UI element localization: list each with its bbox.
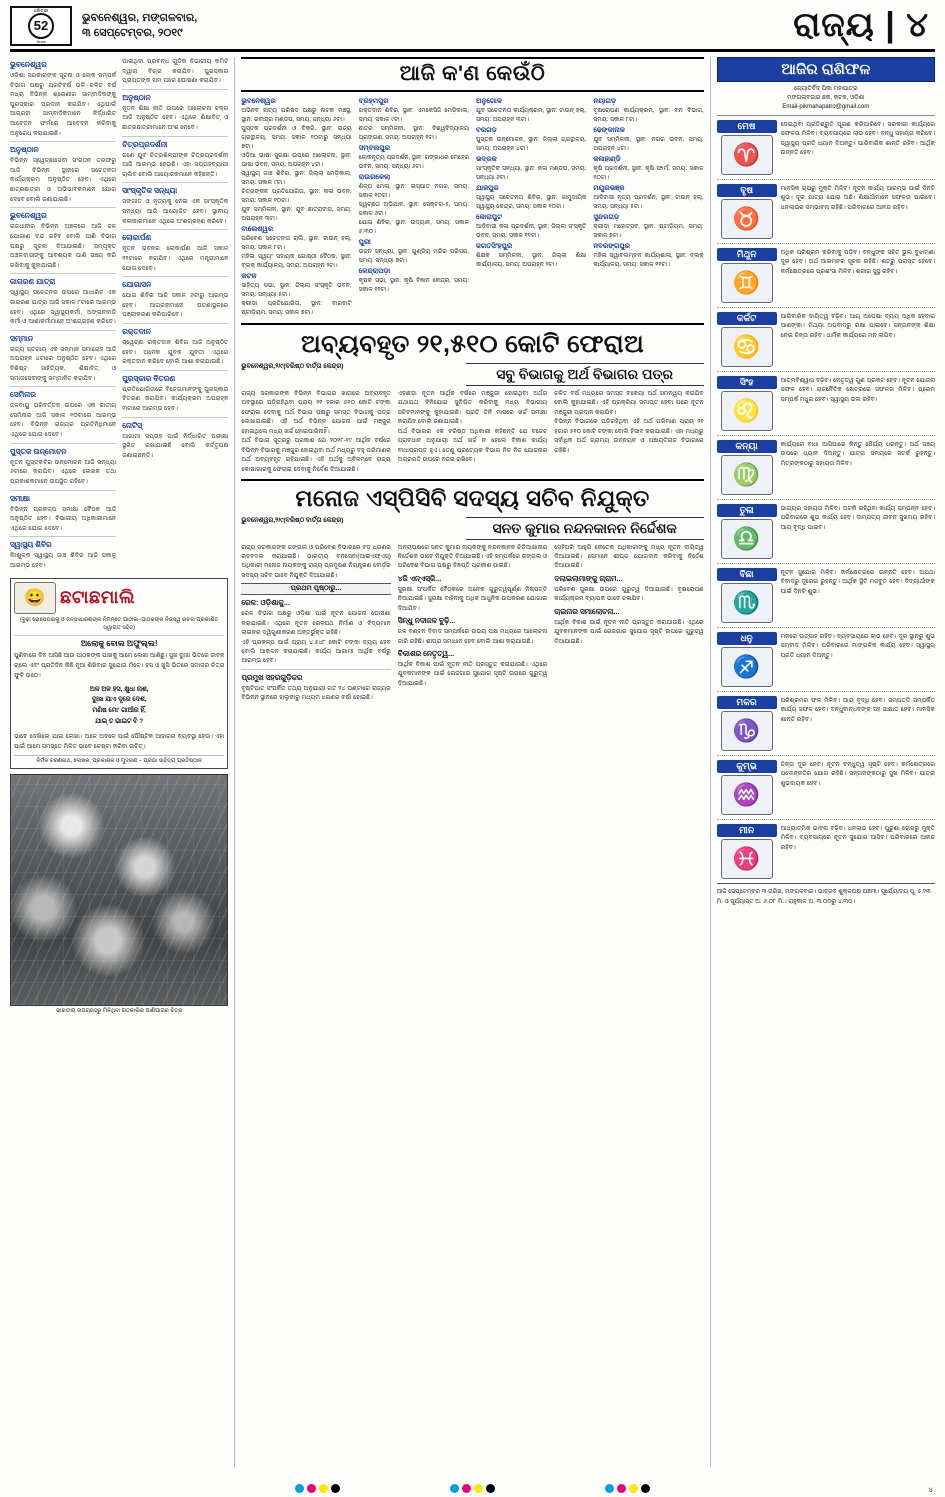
aries-icon: ♈ bbox=[721, 135, 773, 175]
brief-heading: ଚିତ୍ରପ୍ରଦର୍ଶନୀ bbox=[122, 139, 168, 149]
event-entry: ଚିତ୍ରାଙ୍କନ ପ୍ରତିଯୋଗିତା, ସ୍ଥାନ: କଳା ଭବନ, ସମୟ: ସକାଳ ୧୦ଟା। bbox=[241, 189, 352, 204]
brief-body: ନିଃଶୁଳ୍କ ସ୍ୱାସ୍ଥ୍ୟ ଜାଞ୍ଚ ଶିବିର ଆଜି ସକାଳୁ ଆରମ୍ଭ ହେବ। bbox=[10, 552, 117, 569]
yellow-dot bbox=[319, 1484, 328, 1493]
section-title bbox=[793, 6, 935, 45]
brief-heading: ରକ୍ତଦାନ bbox=[122, 326, 151, 336]
zodiac-prediction: ମାନସିକ ଚାପରୁ ମୁକ୍ତି ମିଳିବ। ନୂତନ କାର୍ଯ୍ୟ ଆରମ୍ଭ ପାଇଁ ଦିନଟି ଶୁଭ। ଦୂର ଯାତ୍ରା ଯୋଗ ଅଛି। ଶିକ୍ଷାର୍ଥୀମାନେ ସଫଳତା ପାଇବେ। ଧନଲାଭର ସମ୍ଭାବନା ରହିଛି। ପରିବାରରେ ଆନନ୍ଦ ରହିବ। bbox=[780, 185, 935, 211]
zodiac-prediction: ଭାଗ୍ୟର ସହାୟତା ମିଳିବ। ଅଟକି ରହିଥିବା କାର୍ଯ୍ୟ ସମ୍ପନ୍ନ ହେବ। ପରିବାରରେ ଶୁଭ କାର୍ଯ୍ୟ ହେବ। ଦାମ୍ପତ୍ୟ ଜୀବନ ସୁଖମୟ ରହିବ। ଆୟ ବୃଦ୍ଧି ପାଇବ। bbox=[780, 505, 935, 531]
horoscope-entry bbox=[717, 500, 935, 564]
brief-body: ପ୍ରତିଯୋଗିତାରେ ବିଜେତାମାନଙ୍କୁ ପୁରସ୍କାର ବିତରଣ କରାଯିବ। କାର୍ଯ୍ୟକ୍ରମ ଅପରାହ୍ନ ୩ଟାରେ ଆରମ୍ଭ ହେବ। bbox=[122, 385, 229, 413]
cartoon-title: ଛଟାଛମାଲି bbox=[60, 587, 136, 608]
event-city: ଢେଙ୍କାନାଳ bbox=[593, 127, 625, 134]
brief-body: ଆଗାମୀ ସପ୍ତାହ ପାଇଁ ନିର୍ଦ୍ଧାରିତ ପରୀକ୍ଷା ସ୍ଥଗିତ ରଖାଯାଇଛି ବୋଲି କର୍ତ୍ତୃପକ୍ଷ ଜଣାଇଛନ୍ତି। bbox=[122, 432, 229, 459]
brief-body: ଜଳବାୟୁ ପରିବର୍ତ୍ତନ ଉପରେ ଏକ ଜାତୀୟ ସେମିନାର ଆଜି ସକାଳ ୧୦ଟାରେ ଆରମ୍ଭ ହେବ। ବିଭିନ୍ନ ରାଜ୍ୟର ପ୍ରତିନିଧିମାନେ ଏଥିରେ ଯୋଗ ଦେବେ। bbox=[10, 402, 117, 439]
horoscope-entry bbox=[717, 308, 935, 372]
event-city: ଯାଜପୁର bbox=[476, 185, 499, 192]
brief-item bbox=[122, 327, 228, 367]
story-paragraph: ଆର୍ଥିକ ବିକାଶ ପାଇଁ ନୂତନ ନୀତି ପ୍ରସ୍ତୁତ କରାଯାଉଛି। ଏଥିରେ ଯୁବକମାନଙ୍କ ପାଇଁ ରୋଜଗାର ସୁଯୋଗ ସୃଷ୍ଟି ଉପରେ ଗୁରୁତ୍ୱ ଦିଆଯାଇଛି। bbox=[554, 618, 704, 645]
event-city: କେନ୍ଦ୍ରାପଡ଼ା bbox=[358, 268, 391, 275]
story-paragraph: ଅର୍ଥ ବିଭାଗ ସୂତ୍ରରୁ ପ୍ରକାଶ ଯେ ୨୦୧୮-୧୯ ଆର୍ଥିକ ବର୍ଷରେ ବିଭିନ୍ନ ବିଭାଗକୁ ମଞ୍ଜୁର ହୋଇଥିବା ଅର୍ଥ ମଧ୍ୟରୁ ବହୁ ପରିମାଣର ଅର୍ଥ ଅବ୍ୟବହୃତ ରହିଯାଇଛି। ଏହି ଅର୍ଥକୁ ଅବିଳମ୍ବେ ରାଜ୍ୟ କୋଷାଗାରକୁ ଫେରାଇ ଦେବାକୁ ନିର୍ଦ୍ଦେଶ ଦିଆଯାଇଛି। bbox=[241, 437, 391, 473]
story-paragraph: ସୁରକ୍ଷା ସଂପର୍କିତ ବୈଠକରେ ଅନେକ ଗୁରୁତ୍ୱପୂର୍ଣ୍ଣ ନିଷ୍ପତ୍ତି ନିଆଯାଇଛି। ସୁରକ୍ଷା ବାହିନୀକୁ ଅଧିକ ଆଧୁନିକ ଉପକରଣ ଯୋଗାଇ ଦିଆଯିବ। bbox=[397, 585, 548, 612]
horoscope-credits bbox=[717, 82, 935, 116]
zodiac-block bbox=[717, 568, 777, 623]
brief-heading: ପୁସ୍ତକ ଉନ୍ମୋଚନ bbox=[10, 446, 67, 456]
brief-heading: ସମ୍ମାନ bbox=[10, 333, 33, 343]
zodiac-name: ମିଥୁନ bbox=[717, 248, 777, 261]
center-column bbox=[241, 57, 703, 1467]
event-entry: ଯୁବ ସମ୍ମିଳନୀ, ସ୍ଥାନ: ନଗର ଭବନ, ସମୟ: ଅପରାହ୍ନ ୪ଟା। bbox=[593, 137, 704, 152]
brief-heading: ଭୁବନେଶ୍ୱର bbox=[10, 60, 47, 69]
event-entry: ସ୍ୱଚ୍ଛତା ଅଭିଯାନ, ସ୍ଥାନ: ସେକ୍ଟର-୫, ସମୟ: ସକାଳ ୬ଟା। bbox=[358, 202, 469, 217]
zodiac-name: ମେଷ bbox=[717, 120, 777, 133]
brief-item bbox=[10, 60, 116, 138]
divider bbox=[10, 443, 116, 444]
brief-item bbox=[10, 540, 116, 570]
story-col bbox=[554, 543, 703, 703]
zodiac-name: ସିଂହ bbox=[717, 376, 777, 389]
brief-item bbox=[122, 93, 228, 133]
event-listings-col-3 bbox=[476, 96, 586, 318]
black-dot bbox=[486, 1484, 495, 1493]
brief-item bbox=[10, 447, 116, 487]
event-entry: ପରିବେଶ ସଚେତନତା ରାଲି, ସ୍ଥାନ: ଟାଉନ୍ ହଲ୍, ସମୟ: ସକାଳ ୮ଟା। bbox=[241, 236, 352, 251]
color-dots-right bbox=[605, 1484, 650, 1493]
event-entry: ପୁସ୍ତକ ପ୍ରଦର୍ଶନୀ ଓ ବିକ୍ରି, ସ୍ଥାନ: ରାଜ୍ୟ ଗ୍ରନ୍ଥାଳୟ, ସମୟ: ସକାଳ ୧୦ଟାରୁ ସନ୍ଧ୍ୟା ୭ଟା। bbox=[241, 126, 352, 150]
event-city: ଅନୁଗୋଳ bbox=[476, 98, 502, 105]
horoscope-entry bbox=[717, 820, 935, 884]
event-entry: ଯୁବ ସଚେତନତା କାର୍ଯ୍ୟକ୍ରମ, ସ୍ଥାନ: ଟାଉନ୍ ହଲ୍, ସମୟ: ଅପରାହ୍ନ ୩ଟା। bbox=[476, 108, 587, 123]
jump-heading: ସିନ୍ଧୁ ନଦୀଜଳ ବୁଢ଼ି... bbox=[397, 616, 456, 626]
cyan-dot bbox=[450, 1484, 459, 1493]
jump-heading: ଦଲାଇଲାମାଙ୍କୁ ଗ୍ରାମ... bbox=[554, 573, 623, 583]
brief-body: ନୂତନ ଶିକ୍ଷା ନୀତି ଉପରେ ଆଲୋଚନା ଚକ୍ର ଆଜି ଅନୁଷ୍ଠିତ ହେବ। ଏଥିରେ ଶିକ୍ଷାବିତ୍ ଓ ଛାତ୍ରଛାତ୍ରୀମାନେ ଅଂଶ ନେବେ। bbox=[122, 104, 229, 132]
satellite-image-caption: ଭାରତୀୟ ଉପଗ୍ରହରୁ ମିଳିଥିବା ଗତକାଲିର ପାଣିପାଗର ଚିତ୍ର bbox=[55, 1007, 183, 1014]
event-city: ବ୍ରହ୍ମପୁର bbox=[358, 98, 389, 105]
story-paragraph: ଅନ୍ୟପକ୍ଷରେ ସନତ କୁମାର ନାୟକଙ୍କୁ ନନ୍ଦନକାନନ ଚିଡ଼ିଆଖାନାର ନିର୍ଦ୍ଦେଶକ ଭାବେ ନିଯୁକ୍ତି ଦିଆଯାଇଛି। ଏହି ସମ୍ପର୍କରେ ଜଙ୍ଗଲ ଓ ପରିବେଶ ବିଭାଗ ପକ୍ଷରୁ ବିଜ୍ଞପ୍ତି ପ୍ରକାଶ ପାଇଛି। bbox=[397, 543, 548, 570]
cartoon-submission-note: (ବୁଢ଼ା ରୋଷେଘରକୁ ଓ ଜନସାଧାରଣଙ୍କ ନିମନ୍ତେ ପାଠାଇ−ପାଠକଙ୍କ ନିଜସ୍ୱ ରଚନା ପ୍ରକାଶିତ ସ୍ୱାଗତ ସହିତ) bbox=[19, 616, 219, 631]
brief-item bbox=[10, 390, 116, 439]
story-subheadline: ସନତ କୁମାର ନନ୍ଦନକାନନ ନିର୍ଦ୍ଦେଶକ bbox=[466, 517, 704, 540]
story-paragraph: ଏହି ପ୍ରକଳ୍ପ ପାଇଁ ପ୍ରାୟ ୪,୫୪୮ କୋଟି ଟଙ୍କା ବ୍ୟୟ ହେବ ବୋଲି ଆକଳନ କରାଯାଇଛି। କାର୍ଯ୍ୟ ଆଗାମୀ ଆର୍ଥିକ ବର୍ଷରୁ ଆରମ୍ଭ ହେବ। bbox=[241, 638, 391, 665]
zodiac-prediction: ପରିଶ୍ରମର ଫଳ ମିଳିବ। ଆୟ ବୃଦ୍ଧି ହେବ। ସମ୍ପତ୍ତି ସମ୍ପର୍କିତ କାର୍ଯ୍ୟ ସଫଳ ହେବ। ବନ୍ଧୁବାନ୍ଧବଙ୍କ ସହ ସାକ୍ଷାତ ହେବ। ମାନସିକ ଶାନ୍ତି ରହିବ। bbox=[780, 697, 935, 723]
horoscope-title: ଆଜିର ରାଶିଫଳ bbox=[717, 57, 935, 82]
cartoon-poem bbox=[14, 685, 224, 729]
zodiac-name: କନ୍ୟା bbox=[717, 440, 777, 453]
horoscope-column bbox=[717, 57, 935, 1467]
event-entry: ସାଂସ୍କୃତିକ ସନ୍ଧ୍ୟା, ସ୍ଥାନ: କଳା ମଣ୍ଡପ, ସମୟ: ସନ୍ଧ୍ୟା ୬ଟା। bbox=[476, 166, 587, 181]
event-city: ବାଲେଶ୍ୱର bbox=[241, 226, 274, 233]
divider bbox=[122, 276, 228, 277]
scorpio-icon: ♏ bbox=[721, 583, 773, 623]
event-entry: ଆଦିବାସୀ ନୃତ୍ୟ ପ୍ରଦର୍ଶନ, ସ୍ଥାନ: ଟାଉନ୍ ହଲ୍, ସମୟ: ସନ୍ଧ୍ୟା ୫ଟା। bbox=[593, 195, 704, 210]
zodiac-prediction: ପାରିବାରିକ ଦାୟିତ୍ୱ ବଢ଼ିବ। ଆୟ ଅପେକ୍ଷା ବ୍ୟୟ ଅଧିକ ହେବାର ଆଶଙ୍କା। ମିଥ୍ୟା ଅପବାଦରୁ ରକ୍ଷା ପାଇବେ। ସନ୍ତାନଙ୍କ ଶିକ୍ଷା ନେଇ ଚିନ୍ତା ରହିବ। ଧାର୍ମିକ କାର୍ଯ୍ୟରେ ମନ ଲାଗିବ। bbox=[780, 313, 935, 339]
story-col bbox=[554, 389, 703, 474]
zodiac-name: ତୁଳା bbox=[717, 504, 777, 517]
column-divider bbox=[234, 57, 235, 1467]
black-dot bbox=[641, 1484, 650, 1493]
magenta-dot bbox=[462, 1484, 471, 1493]
divider bbox=[122, 323, 228, 324]
brief-body: ପାଇଥିବା ପ୍ରବନ୍ଧ ଗୁଡ଼ିକ ବିଭାଗୀୟ କମିଟି ଦ୍ୱାରା ବିଚାର କରାଯିବ। ପୁରସ୍କାର ପ୍ରାପ୍ତଙ୍କ ନାମ ପରେ ଘୋଷଣା କରାଯିବ। bbox=[122, 58, 229, 85]
event-city: ନବରଙ୍ଗପୁର bbox=[593, 243, 630, 250]
story-2-top bbox=[241, 513, 703, 543]
horoscope-entry bbox=[717, 372, 935, 436]
brief-body: ନୂତନ ଭବନର ଲୋକାର୍ପଣ ଆଜି ସକାଳ ୧୧ଟାରେ କରାଯିବ। ଏଥିରେ ମନ୍ତ୍ରୀମାନେ ଯୋଗ ଦେବେ। bbox=[122, 245, 229, 272]
left-column bbox=[10, 57, 228, 1467]
brief-heading: ପୁରସ୍କାର ବିତରଣ bbox=[122, 373, 176, 383]
gemini-icon: ♊ bbox=[721, 263, 773, 303]
poem-line: ମଣିଷ ମୋ' ଗାଆଁର ହିଁ, bbox=[92, 707, 146, 715]
story-paragraph: ରାଜ୍ୟ ସରକାରଙ୍କ ବିଭିନ୍ନ ବିଭାଗର ଖାତାରେ ଅବ୍ୟବହୃତ ଅବସ୍ଥାରେ ପଡ଼ିରହିଥିବା ପ୍ରାୟ ୨୧ ହଜାର ୫୧୦ କୋଟି ଟଙ୍କା ଫେରାଇ ଦେବାକୁ ଅର୍ଥ ବିଭାଗ ପକ୍ଷରୁ ସମସ୍ତ ବିଭାଗକୁ ପତ୍ର ଲେଖାଯାଇଛି। ଏହି ଅର୍ଥ ବିଭିନ୍ନ ଯୋଜନା ପାଇଁ ମଞ୍ଜୁର ହୋଇଥିଲେ ମଧ୍ୟ ଖର୍ଚ୍ଚ ହୋଇପାରିନାହିଁ। bbox=[241, 390, 391, 435]
cyan-dot bbox=[295, 1484, 304, 1493]
print-registration-bar bbox=[0, 1484, 945, 1493]
divider bbox=[10, 273, 116, 274]
left-briefs-col-1 bbox=[10, 57, 116, 573]
brief-body: ନୂତନ ପୁସ୍ତକଟିର ଉନ୍ମୋଚନ ଆଜି ସନ୍ଧ୍ୟା ୬ଟାରେ କରାଯିବ। ଏଥିରେ ଲେଖକ ତଥା ପ୍ରକାଶକମାନେ ଉପସ୍ଥିତ ରହିବେ। bbox=[10, 458, 117, 485]
zodiac-prediction: ଆତ୍ମବିଶ୍ୱାସ ବଢ଼ିବ। ନେତୃତ୍ୱ ଗୁଣ ପ୍ରକଟ ହେବ। ନୂତନ ଯୋଜନା ସଫଳ ହେବ। ରାଜନୈତିକ କ୍ଷେତ୍ରରେ ସଫଳତା ମିଳିବ। ପ୍ରେମ ସମ୍ପର୍କ ମଧୁର ହେବ। ସ୍ୱାସ୍ଥ୍ୟ ଭଲ ରହିବ। bbox=[780, 377, 935, 403]
event-city: କୋରାପୁଟ bbox=[476, 214, 502, 221]
cartoon-credit: ନିର୍ମଳ ଚରଣନାଥ, ଲେଖକ, ପ୍ରକାଶକ ଓ ମୁଦ୍ରଣ − ପ୍ରଭା ସାହିତ୍ୟ ପ୍ରତିଷ୍ଠାନ bbox=[14, 755, 224, 765]
brief-heading: ସ୍ୱାସ୍ଥ୍ୟ ଶିବିର bbox=[10, 540, 52, 550]
brief-body: ଜଣେ ଯୁବ ଚିତ୍ରଶିଳ୍ପୀଙ୍କ ଚିତ୍ରପ୍ରଦର୍ଶନୀ ଆଜି ଆରମ୍ଭ ହେଉଛି। ଏହା ସପ୍ତାହବ୍ୟାପୀ ଚାଲିବ ବୋଲି ଆୟୋଜକମାନେ କହିଛନ୍ତି। bbox=[122, 151, 229, 178]
story-col bbox=[241, 389, 390, 474]
story-headline: ଅବ୍ୟବହୃତ ୨୧,୫୧୦ କୋଟି ଫେରାଅ bbox=[301, 330, 644, 358]
event-city: କଳାହାଣ୍ଡି bbox=[593, 156, 621, 163]
logo-years-label: Years bbox=[35, 38, 47, 44]
event-entry: ଭଜନ ସନ୍ଧ୍ୟା, ସ୍ଥାନ: ଗୁଣ୍ଡିଚା ମନ୍ଦିର ପରିସର, ସମୟ: ସନ୍ଧ୍ୟା ୭ଟା। bbox=[358, 249, 469, 264]
story-paragraph: ସେହିପରି ଆହୁରି କେତେକ ଅଧିକାରୀଙ୍କୁ ମଧ୍ୟ ନୂତନ ଦାୟିତ୍ୱ ଦିଆଯାଇଛି। ସେମାନେ ଶୀଘ୍ର ଯୋଗଦାନ କରିବାକୁ ନିର୍ଦ୍ଦେଶ ଦିଆଯାଇଛି। bbox=[554, 543, 704, 570]
story-paragraph: ରେଳ ବିଭାଗ ପକ୍ଷରୁ ଓଡ଼ିଶା ପାଇଁ ନୂତନ ଯୋଜନା ଘୋଷଣା କରାଯାଇଛି। ଏଥିରେ ନୂତନ ରେଳପଥ ନିର୍ମାଣ ଓ ବିଦ୍ୟମାନ ଲାଇନର ଦ୍ୱିଗୁଣୀକରଣ ଅନ୍ତର୍ଭୁକ୍ତ ରହିଛି। bbox=[241, 610, 391, 637]
story-1-body bbox=[241, 389, 703, 474]
divider bbox=[14, 635, 224, 636]
event-entry: ଓଡ଼ିଆ ଭାଷା ସୁରକ୍ଷା ଉପରେ ଆଲୋଚନା, ସ୍ଥାନ: ଭାଷା ଭବନ, ସମୟ: ଅପରାହ୍ନ ୪ଟା। bbox=[241, 153, 352, 168]
brief-item bbox=[122, 421, 228, 461]
pisces-icon: ♓ bbox=[721, 839, 773, 879]
cartoon-header bbox=[14, 582, 224, 614]
logo-label: ଧରିତ୍ରୀ bbox=[33, 7, 49, 13]
event-listings-col-1 bbox=[241, 96, 351, 318]
event-listings-col-4 bbox=[593, 96, 703, 318]
story-paragraph: ଏହାଛଡ଼ା ନୂତନ ଆର୍ଥିକ ବର୍ଷରେ ମଞ୍ଜୁରୀ ହୋଇଥିବା ଅର୍ଥର ଯଥାଯଥ ବିନିଯୋଗ ସୁନିଶ୍ଚିତ କରିବାକୁ ମଧ୍ୟ ବିଭାଗୀୟ ସଚିବମାନଙ୍କୁ କୁହାଯାଇଛି। ପ୍ରତି ତିନି ମାସରେ ଖର୍ଚ୍ଚ ସମୀକ୍ଷା କରାଯିବ ବୋଲି ଜଣାଯାଇଛି। bbox=[397, 390, 548, 426]
event-entry: ପୁସ୍ତକ ଉନ୍ମୋଚନ, ସ୍ଥାନ: ଜିଲ୍ଲା ଗ୍ରନ୍ଥାଳୟ, ସମୟ: ଅପରାହ୍ନ ୪ଟା। bbox=[476, 137, 587, 152]
zodiac-block bbox=[717, 696, 777, 751]
event-entry: ସାହିତ୍ୟ ସଭା, ସ୍ଥାନ: ଜିଲ୍ଲା ସଂସ୍କୃତି ଭବନ, ସମୟ: ସନ୍ଧ୍ୟା ୫ଟା। bbox=[241, 283, 352, 298]
event-city: ବରଗଡ଼ bbox=[476, 127, 497, 134]
event-city: କଟକ bbox=[241, 273, 257, 280]
zodiac-name: ବିଛା bbox=[717, 568, 777, 581]
zodiac-prediction: କାର୍ଯ୍ୟରେ ବାଧା ଆସିପାରେ କିନ୍ତୁ ଧୈର୍ଯ୍ୟ ଧରନ୍ତୁ। ଅର୍ଥ ସଞ୍ଚୟ ଉପରେ ଧ୍ୟାନ ଦିଅନ୍ତୁ। ଯାତ୍ରା ସମୟରେ ସତର୍କ ରୁହନ୍ତୁ। ମିତ୍ରଙ୍କଠାରୁ ସହାୟତା ମିଳିବ। bbox=[780, 441, 935, 467]
brief-heading: ଅନୁଷ୍ଠାନ bbox=[10, 145, 39, 155]
event-entry: କୃଷକ ସଭା, ସ୍ଥାନ: କୃଷି ବିଜ୍ଞାନ କେନ୍ଦ୍ର, ସମୟ: ସକାଳ ୧୧ଟା। bbox=[358, 278, 469, 293]
astrologer-name: ଜ୍ୟୋତିର୍ବିଦ୍‌ ପିକା ମହାପାତ୍ର bbox=[793, 86, 858, 92]
taurus-icon: ♉ bbox=[721, 199, 773, 239]
brief-item bbox=[10, 211, 116, 270]
astrologer-address: ମଙ୍ଗଳାବଜାର ଛକ, କଟକ, ଓଡ଼ିଶା bbox=[787, 95, 865, 101]
zodiac-block bbox=[717, 312, 777, 367]
event-city: ଜଗତସିଂହପୁର bbox=[476, 243, 513, 250]
edition-date: ୩ ସେପ୍ଟେମ୍ବର, ୨୦୧୯ bbox=[82, 26, 183, 39]
weather-heading: ପ୍ରମୁଖ ସହରଗୁଡ଼ିକର bbox=[241, 672, 303, 682]
story-col bbox=[398, 543, 547, 703]
aquarius-icon: ♒ bbox=[721, 775, 773, 815]
event-entry: ମହିଳା ସ୍ୱୟଂ ସହାୟକ ଗୋଷ୍ଠୀ ବୈଠକ, ସ୍ଥାନ: ବ୍ଲକ୍ କାର୍ଯ୍ୟାଳୟ, ସମୟ: ଅପରାହ୍ନ ୨ଟା। bbox=[241, 254, 352, 269]
event-entry: କ୍ରୀଡ଼ା ମହୋତ୍ସବ, ସ୍ଥାନ: ଷ୍ଟାଡ଼ିୟମ, ସମୟ: ସକାଳ ୭ଟା। bbox=[593, 224, 704, 239]
zodiac-prediction: ଅଧିକ ପରିଶ୍ରମ କରିବାକୁ ପଡ଼ିବ। ବନ୍ଧୁଙ୍କ ସହିତ ଭୁଲ ବୁଝାମଣା ଦୂର ହେବ। ଅର୍ଥ ଆଗମନର ସୂଚନା ରହିଛି। ଶତ୍ରୁ ପରାସ୍ତ ହେବେ। କର୍ମକ୍ଷେତ୍ରରେ ପ୍ରଶଂସା ମିଳିବ। ଶରୀର ସୁସ୍ଥ ରହିବ। bbox=[780, 249, 935, 275]
cyan-dot bbox=[605, 1484, 614, 1493]
magenta-dot bbox=[307, 1484, 316, 1493]
horoscope-entry bbox=[717, 116, 935, 180]
zodiac-prediction: ଚିନ୍ତା ଦୂର ହେବ। ନୂତନ ବନ୍ଧୁତ୍ୱ ସୃଷ୍ଟି ହେବ। କର୍ମକ୍ଷେତ୍ରରେ ପଦୋନ୍ନତିର ଯୋଗ ରହିଛି। ସନ୍ତାନଙ୍କଠାରୁ ସୁଖ ମିଳିବ। ଯାତ୍ରା ଶୁଭଦାୟକ ହେବ। bbox=[780, 761, 935, 787]
zodiac-name: ଧନୁ bbox=[717, 632, 777, 645]
satellite-image-block bbox=[10, 774, 228, 1015]
cartoon-subtitle: ଅଲୋକୁ ବୋଲ ଅଫୁଲ୍ଲ! bbox=[80, 639, 158, 649]
jump-heading: ରେଳ: ଓଡ଼ିଶାକୁ... bbox=[241, 598, 290, 608]
zodiac-prediction: ମନରେ ଉତ୍ସାହ ରହିବ। ବ୍ୟବସାୟରେ ଲାଭ ହେବ। ଦୂର ସ୍ଥାନରୁ ଶୁଭ ସମ୍ବାଦ ମିଳିବ। ପରିବାରରେ ମାଙ୍ଗଳିକ କାର୍ଯ୍ୟ ହେବ। ସ୍ୱାସ୍ଥ୍ୟ ପ୍ରତି ଧ୍ୟାନ ଦିଅନ୍ତୁ। bbox=[780, 633, 935, 659]
jump-heading: ୪ଜି ଏନ୍‌ଏସ୍‌ଜି... bbox=[397, 573, 442, 583]
divider bbox=[10, 141, 116, 142]
horoscope-entry bbox=[717, 180, 935, 244]
libra-icon: ♎ bbox=[721, 519, 773, 559]
lead-story-2 bbox=[241, 479, 703, 703]
story-paragraph: ଚଳିତ ବର୍ଷ ମଧ୍ୟରେ ସମସ୍ତ ବକେୟା ଅର୍ଥ ସମନ୍ୱୟ କରାଯିବ ବୋଲି କୁହାଯାଇଛି। ଏହି ପ୍ରକ୍ରିୟା ସମାପ୍ତ ହେବା ପରେ ନୂତନ ମଞ୍ଜୁରୀ ପ୍ରଦାନ କରାଯିବ। bbox=[554, 390, 704, 416]
event-city: ରାଉରକେଲା bbox=[358, 174, 391, 181]
zodiac-block bbox=[717, 184, 777, 239]
brief-heading: ଲୋକାର୍ପଣ bbox=[122, 233, 152, 243]
divider bbox=[10, 386, 116, 387]
story-paragraph: ପରିବେଶ ସୁରକ୍ଷା ଉପରେ ଗୁରୁତ୍ୱ ଦିଆଯାଇଛି। ବୃକ୍ଷରୋପଣ କାର୍ଯ୍ୟକ୍ରମ ବ୍ୟାପକ ଭାବେ ଚଳାଯିବ। bbox=[554, 585, 704, 603]
event-listings-col-2 bbox=[359, 96, 469, 318]
story-col bbox=[241, 543, 390, 703]
event-entry: ସ୍ୱାସ୍ଥ୍ୟ ଜାଞ୍ଚ ଶିବିର, ସ୍ଥାନ: ଜିଲ୍ଲା ମେଡ଼ିକାଲ, ସମୟ: ସକାଳ ୯ଟା। bbox=[241, 171, 352, 186]
story-col bbox=[398, 389, 547, 474]
story-2-body bbox=[241, 543, 703, 703]
horoscope-entry bbox=[717, 564, 935, 628]
color-dots-center bbox=[450, 1484, 495, 1493]
divider bbox=[122, 229, 228, 230]
brief-body: ରାଜ୍ୟ ସ୍ତରୀୟ ଏକ ସମ୍ମାନ ସମାରୋହ ଆଜି ଅପରାହ୍ନ ୪ଟାରେ ଅନୁଷ୍ଠିତ ହେବ। ଏଥିରେ ବିଶିଷ୍ଟ ସାହିତ୍ୟିକ, ଶିକ୍ଷାବିତ୍ ଓ ସମାଜସେବୀଙ୍କୁ ସମ୍ମାନିତ କରାଯିବ। bbox=[10, 345, 117, 382]
weather-body: ବୃଷ୍ଟିପାତ ସଂପର୍କିତ ତଥ୍ୟ ଅନୁଯାୟୀ ଗତ ୨୪ ଘଣ୍ଟାରେ ରାଜ୍ୟର ବିଭିନ୍ନ ସ୍ଥାନରେ ହାଲୁକାରୁ ମଧ୍ୟମ ଧରଣର ବର୍ଷା ହୋଇଛି। bbox=[241, 684, 391, 702]
brief-body: ବିଭିନ୍ନ ସ୍ୱେଚ୍ଛାସେବୀ ସଂଗଠନ ତରଫରୁ ଆଜି ବିଭିନ୍ନ ସ୍ଥାନରେ ସଚେତନତା କାର୍ଯ୍ୟକ୍ରମ ଅନୁଷ୍ଠିତ ହେବ। ଏଥିରେ ଛାତ୍ରଛାତ୍ରୀ ଓ ଅଭିଭାବକମାନେ ଯୋଗ ଦେବେ ବୋଲି ଜଣାଯାଇଛି। bbox=[10, 157, 117, 203]
divider bbox=[122, 182, 228, 183]
brief-heading: ନୋଟିସ୍ bbox=[122, 420, 143, 430]
zodiac-block bbox=[717, 504, 777, 559]
brief-heading: ଯୋଗାସନ bbox=[122, 280, 152, 290]
story-subheadline: ସବୁ ବିଭାଗକୁ ଅର୍ଥ ବିଭାଗର ପତ୍ର bbox=[466, 363, 704, 386]
jump-heading: ବିକାଶର ନେତୃତ୍ୱ... bbox=[397, 649, 455, 659]
event-entry: ରକ୍ତଦାନ ଶିବିର, ସ୍ଥାନ: ଏମକେସିଜି ମେଡ଼ିକାଲ, ସମୟ: ସକାଳ ୯ଟା। bbox=[358, 108, 469, 123]
left-briefs-col-2 bbox=[122, 57, 228, 573]
event-entry: ଆଦିବାସୀ କଳା ପ୍ରଦର୍ଶନୀ, ସ୍ଥାନ: ଜିଲ୍ଲା ସଂସ୍କୃତି ଭବନ, ସମୟ: ସକାଳ ୧୧ଟା। bbox=[476, 224, 587, 239]
zodiac-block bbox=[717, 248, 777, 303]
zodiac-block bbox=[717, 760, 777, 815]
divider bbox=[122, 89, 228, 90]
event-city: ନୟାଗଡ଼ bbox=[593, 98, 617, 105]
story-byline: ଭୁବନେଶ୍ୱର,୨/୯(ବରିଷ୍ଠ ବାର୍ତ୍ତା କେନ୍ଦ୍ର) bbox=[241, 363, 344, 370]
cancer-icon: ♋ bbox=[721, 327, 773, 367]
brief-item bbox=[122, 233, 228, 273]
brief-heading: ସେମିନାର bbox=[10, 390, 36, 400]
brief-item bbox=[122, 186, 228, 226]
brief-body: ସ୍ୱେଚ୍ଛା ରକ୍ତଦାନ ଶିବିର ଆଜି ଅନୁଷ୍ଠିତ ହେବ। ଅନେକ ଯୁବକ ଯୁବତୀ ଏଥିରେ ରକ୍ତଦାନ କରିବେ ବୋଲି ଆଶା କରାଯାଉଛି। bbox=[122, 338, 229, 366]
section-separator: | bbox=[885, 6, 896, 44]
zodiac-block bbox=[717, 632, 777, 687]
capricorn-icon: ♑ bbox=[721, 711, 773, 751]
zodiac-name: କୁମ୍ଭ bbox=[717, 760, 777, 773]
edition-info bbox=[82, 11, 197, 41]
brief-body: ସଙ୍ଗୀତ ଓ ନୃତ୍ୟକୁ ନେଇ ଏକ ସାଂସ୍କୃତିକ ସନ୍ଧ୍ୟା ଆଜି ଆୟୋଜିତ ହେବ। ସ୍ଥାନୀୟ କଳାକାରମାନେ ଏଥିରେ ଅଂଶଗ୍ରହଣ କରିବେ। bbox=[122, 198, 229, 225]
yellow-dot bbox=[474, 1484, 483, 1493]
black-dot bbox=[331, 1484, 340, 1493]
brief-body: ଯୋଗ ଶିବିର ଆଜି ସକାଳ ୬ଟାରୁ ଆରମ୍ଭ ହେବ। ଆଗ୍ରହୀମାନେ ଘଟଣାସ୍ଥଳରେ ପଞ୍ଜୀକରଣ କରିପାରିବେ। bbox=[122, 292, 229, 319]
event-entry: ଶିକ୍ଷକ ସମ୍ମିଳନୀ, ସ୍ଥାନ: ଜିଲ୍ଲା ଶିକ୍ଷା କାର୍ଯ୍ୟାଳୟ, ସମୟ: ଅପରାହ୍ନ ୨ଟା। bbox=[476, 253, 587, 268]
edition-place: ଭୁବନେଶ୍ୱର, ମଙ୍ଗଳବାର, bbox=[82, 11, 198, 24]
horoscope-entry bbox=[717, 756, 935, 820]
brief-heading: ଅନୁଷ୍ଠାନ bbox=[122, 92, 151, 102]
brief-heading: ଭୁବନେଶ୍ୱର bbox=[10, 211, 47, 221]
horoscope-entry bbox=[717, 628, 935, 692]
story-1-top bbox=[241, 359, 703, 389]
masthead bbox=[10, 6, 935, 52]
poem-line: ଯାଇ୍ ତ ଭାଇଟ ବି ? bbox=[95, 718, 144, 726]
logo-anniversary-number: 52 bbox=[28, 13, 54, 39]
newspaper-logo bbox=[10, 6, 72, 46]
brief-body: ଓଡ଼ିଶା ସରକାରଙ୍କ ସୂଚନା ଓ ଲୋକ ସମ୍ପର୍କ ବିଭାଗ ପକ୍ଷରୁ ପ୍ରତିବର୍ଷ ଭଳି ଚଳିତ ବର୍ଷ ମଧ୍ୟ ବିଭିନ୍ନ ଶ୍ରେଣୀର ସାମ୍ବାଦିକଙ୍କୁ ପୁରସ୍କାର ପ୍ରଦାନ କରାଯିବ। ଏଥିପାଇଁ ଆଗ୍ରହୀ ସାମ୍ବାଦିକମାନେ ନିର୍ଦ୍ଧାରିତ ଆବେଦନ ଫର୍ମରେ ଆବେଦନ କରିବାକୁ ଅନୁରୋଧ କରାଯାଇଛି। bbox=[10, 72, 117, 137]
leo-icon: ♌ bbox=[721, 391, 773, 431]
zodiac-block bbox=[717, 376, 777, 431]
color-dots-left bbox=[295, 1484, 340, 1493]
zodiac-block bbox=[717, 440, 777, 495]
divider bbox=[10, 330, 116, 331]
zodiac-prediction: ନୂତନ ସୁଯୋଗ ମିଳିବ। କର୍ମକ୍ଷେତ୍ରରେ ଉନ୍ନତି ହେବ। ଅଯଥା ବିବାଦରୁ ଦୂରେଇ ରୁହନ୍ତୁ। ଆର୍ଥିକ ସ୍ଥିତି ମଜବୁତ ହେବ। ବିଦ୍ୟାର୍ଥୀଙ୍କ ପାଇଁ ଦିନଟି ଶୁଭ। bbox=[780, 569, 935, 595]
sagittarius-icon: ♐ bbox=[721, 647, 773, 687]
column-divider bbox=[710, 57, 711, 1467]
section-name: ରାଜ୍ୟ bbox=[793, 6, 875, 44]
zodiac-block bbox=[717, 824, 777, 879]
event-entry: ବୃକ୍ଷରୋପଣ କାର୍ଯ୍ୟକ୍ରମ, ସ୍ଥାନ: ବନ ବିଭାଗ, ସମୟ: ସକାଳ ୮ଟା। bbox=[593, 108, 704, 123]
cartoon-body: ପୁଣିବାରେ ଦିନ ଆସିଛି ଆଉ ପାଠକଙ୍କ ପାଖକୁ ଆମେ ଲେଖା ଆଣିଛୁ। ସୁଖ ଦୁଃଖ ଭିତରେ ଜୀବନ ଚାଲେ ଏବଂ ପ୍ରତିଦିନ କିଛି ନୂଆ ଶିଖିବାର ସୁଯୋଗ ମିଳେ। ହସ ଓ ଖୁସି ଭିତରେ ସମାଜର ଚିତ୍ର ଫୁଟି ଉଠେ। bbox=[14, 652, 225, 679]
event-entry: କୃଷି ପ୍ରଦର୍ଶନୀ, ସ୍ଥାନ: କୃଷି ଫାର୍ମ, ସମୟ: ସକାଳ ୧୦ଟା। bbox=[593, 166, 704, 181]
brief-body: ରାଜଧାନୀର ବିଭିନ୍ନ ଅଞ୍ଚଳରେ ଆଜି ଜଳ ଯୋଗାଣ ବନ୍ଦ ରହିବ ବୋଲି ପାଣି ବିଭାଗ ପକ୍ଷରୁ ସୂଚନା ଦିଆଯାଇଛି। ସମ୍ପୃକ୍ତ ଅଞ୍ଚଳବାସୀଙ୍କୁ ଆବଶ୍ୟକ ପାଣି ସଞ୍ଚୟ କରି ରଖିବାକୁ କୁହାଯାଇଛି। bbox=[10, 223, 117, 269]
brief-item bbox=[10, 494, 116, 534]
zodiac-name: ବୃଷ bbox=[717, 184, 777, 197]
story-paragraph: ବିଭିନ୍ନ ବିଭାଗରେ ପଡ଼ିରହିଥିବା ଏହି ଅର୍ଥ ପରିମାଣ ପ୍ରାୟ ୨୧ ହଜାର ୫୧୦ କୋଟି ଟଙ୍କା ବୋଲି ହିସାବ କରାଯାଇଛି। ଏହା ମଧ୍ୟରୁ ସର୍ବାଧିକ ଅର୍ଥ ଗ୍ରାମ୍ୟ ଉନ୍ନୟନ ଓ ପଞ୍ଚାୟତିରାଜ ବିଭାଗରେ ରହିଛି। bbox=[554, 418, 704, 454]
story-headline: ମନୋଜ ଏସ୍‌ପିସିବି ସଦସ୍ୟ ସଚିବ ନିଯୁକ୍ତ bbox=[295, 484, 650, 511]
brief-item bbox=[122, 280, 228, 320]
poem-line: ଅଳ ଅଳ ହସ, କ୍ଷୁଧା ନାଶ, bbox=[89, 685, 149, 693]
virgo-icon: ♍ bbox=[721, 455, 773, 495]
brief-item bbox=[122, 140, 228, 180]
zodiac-block bbox=[717, 120, 777, 175]
event-entry: ଅଭିନବ ନାଟ୍ୟ ପରିଷଦ ପକ୍ଷରୁ ନାଟକ ମଞ୍ଚସ୍ଥ, ସ୍ଥାନ: ରବୀନ୍ଦ୍ର ମଣ୍ଡପ, ସମୟ: ସନ୍ଧ୍ୟା ୬ଟା। bbox=[241, 108, 352, 123]
brief-heading: ଜାଗରଣ ଯାତ୍ରା bbox=[10, 277, 56, 287]
event-entry: ଯୋଗ ଶିବିର, ସ୍ଥାନ: ଉଦ୍ୟାନ, ସମୟ: ସକାଳ ୫:୩୦। bbox=[358, 220, 469, 235]
brief-item bbox=[122, 374, 228, 414]
brief-item bbox=[10, 277, 116, 326]
zodiac-name: କର୍କଟ bbox=[717, 312, 777, 325]
divider bbox=[10, 207, 116, 208]
divider bbox=[122, 136, 228, 137]
left-briefs bbox=[10, 57, 228, 573]
panchanga-footer: ଆଜି ସେପ୍ଟେମ୍ବର ୩ ତାରିଖ, ମଙ୍ଗଳବାର। ଭାଦ୍ରବ ଶୁକ୍ଳପକ୍ଷ ପଞ୍ଚମୀ। ସୂର୍ଯ୍ୟୋଦୟ ପୂ. ୫.୨୩ ମି. ଓ ସୂର୍ଯ୍ୟାସ୍ତ ଅ. ୬.୦୮ ମି.। ରାହୁକାଳ ଅ. ୩.୦୦ରୁ ୪.୩୦। bbox=[716, 889, 931, 905]
story-paragraph: ଜଳ ବଣ୍ଟନ ବିବାଦ ସମ୍ପର୍କରେ ଉଭୟ ପକ୍ଷ ମଧ୍ୟରେ ଆଲୋଚନା ଜାରି ରହିଛି। ଶୀଘ୍ର ସମାଧାନ ହେବ ବୋଲି ଆଶା କରାଯାଉଛି। bbox=[397, 628, 548, 645]
zodiac-prediction: ଦେଇଥିବା ପ୍ରତିଶ୍ରୁତି ପୂରଣ କରିପାରିବେ। ସରକାରୀ କାର୍ଯ୍ୟରେ ସଫଳତା ମିଳିବ। ବ୍ୟବସାୟରେ ଲାଭ ହେବ। ବନ୍ଧୁ ସହାୟତା କରିବେ। ସ୍ୱାସ୍ଥ୍ୟ ପ୍ରତି ଧ୍ୟାନ ଦିଅନ୍ତୁ। ପାରିବାରିକ ଶାନ୍ତି ରହିବ। ଆର୍ଥିକ ଉନ୍ନତି ହେବ। bbox=[780, 121, 935, 157]
cartoon-character-icon: 😀 bbox=[14, 582, 56, 614]
jump-heading: ଚାଇନାର ସମାଲୋଚନା... bbox=[554, 606, 620, 616]
event-city: ସମ୍ବଲପୁର bbox=[358, 145, 390, 152]
zodiac-name: ମୀନ bbox=[717, 824, 777, 837]
event-entry: ଯୁବ ସମ୍ମିଳନୀ, ସ୍ଥାନ: ଯୁବ ଛାତ୍ରାବାସ, ସମୟ: ଅପରାହ୍ନ ୩ଟା। bbox=[241, 207, 352, 222]
divider bbox=[241, 669, 390, 670]
divider bbox=[10, 536, 116, 537]
event-entry: ମହିଳା ସ୍ୱାବଲମ୍ବନ କାର୍ଯ୍ୟଶାଳା, ସ୍ଥାନ: ବ୍ଲକ୍ କାର୍ଯ୍ୟାଳୟ, ସମୟ: ସକାଳ ୧୧ଟା। bbox=[593, 253, 704, 268]
event-entry: ଶିଳ୍ପ ମେଳା, ସ୍ଥାନ: ଇସ୍ପାତ ନଗର, ସମୟ: ସକାଳ ୧୦ଟା। bbox=[358, 184, 469, 199]
event-city: ପୁରୀ bbox=[358, 239, 371, 246]
divider bbox=[122, 417, 228, 418]
page-number: ୪ bbox=[906, 6, 929, 44]
lead-story-1 bbox=[241, 323, 703, 474]
weather-satellite-image bbox=[10, 774, 228, 1006]
event-city: ମୟୂରଭଞ୍ଜ bbox=[593, 185, 625, 192]
event-entry: କ୍ରୀଡ଼ା ପ୍ରତିଯୋଗିତା, ସ୍ଥାନ: ବାରବାଟି ଷ୍ଟାଡ଼ିୟମ, ସମୟ: ସକାଳ ୭ଟା। bbox=[241, 301, 352, 316]
brief-item bbox=[122, 57, 228, 86]
brief-item bbox=[10, 334, 116, 383]
footer-page-number: ୪ bbox=[928, 1487, 933, 1494]
cartoon-body-2: ଭାବେ ଦେଖିଲେ ଯାଇ ଲେଖା। ଅଳେ ଅବଳେ ପାଇଁ ପୌଷ୍ଟିକ ଆହାରର ବ୍ୟବସ୍ଥା ହେଉ। ଏହା ପାଇଁ ଆମେ ସମସ୍ତେ ମିଳିତ ଭାବେ ଚେଷ୍ଟା କରିବା ଉଚିତ୍। bbox=[14, 733, 225, 750]
poem-line: ଦୁଃଖ ଯାଏ ଦୂରେ ଦେଶ, bbox=[91, 696, 147, 704]
event-entry: ସ୍ୱାସ୍ଥ୍ୟ ସଚେତନତା ଶିବିର, ସ୍ଥାନ: ସାମୁଦାୟିକ ସ୍ୱାସ୍ଥ୍ୟ କେନ୍ଦ୍ର, ସମୟ: ସକାଳ ୧୦ଟା। bbox=[476, 195, 587, 210]
story-paragraph: ଆର୍ଥିକ ବିକାଶ ପାଇଁ ନୂତନ ନୀତି ପ୍ରସ୍ତୁତ କରାଯାଉଛି। ଏଥିରେ ଯୁବକମାନଙ୍କ ପାଇଁ ରୋଜଗାର ସୁଯୋଗ ସୃଷ୍ଟି ଉପରେ ଗୁରୁତ୍ୱ ଦିଆଯାଇଛି। bbox=[397, 661, 548, 687]
chhata-chhamali-box bbox=[10, 578, 228, 769]
horoscope-entry bbox=[717, 436, 935, 500]
page-body bbox=[10, 57, 935, 1467]
yellow-dot bbox=[629, 1484, 638, 1493]
magenta-dot bbox=[617, 1484, 626, 1493]
event-entry: ଛାତ୍ର ସମ୍ମିଳନୀ, ସ୍ଥାନ: ବିଶ୍ୱବିଦ୍ୟାଳୟ ପ୍ରାଙ୍ଗଣ, ସମୟ: ଅପରାହ୍ନ ୧ଟା। bbox=[358, 126, 469, 141]
event-city: ଭୁବନେଶ୍ୱର bbox=[241, 98, 276, 105]
zodiac-name: ମକର bbox=[717, 696, 777, 709]
continuation-kicker: ପ୍ରଥମ ପୃଷ୍ଠାରୁ... bbox=[241, 583, 390, 595]
aji-kana-keunthi-title: ଆଜି କ'ଣ କେଉଁଠି bbox=[241, 57, 703, 92]
divider bbox=[10, 490, 116, 491]
story-byline: ଭୁବନେଶ୍ୱର,୨/୯(ବରିଷ୍ଠ ବାର୍ତ୍ତା କେନ୍ଦ୍ର) bbox=[241, 516, 344, 524]
event-listings bbox=[241, 96, 703, 318]
brief-heading: ସମୀକ୍ଷା bbox=[10, 493, 30, 503]
story-paragraph: ରାଜ୍ୟ ସରକାରଙ୍କ ଜଙ୍ଗଲ ଓ ପରିବେଶ ବିଭାଗରେ ବଡ଼ ଧରଣର ରଦବଦଲ କରାଯାଇଛି। ଭାରତୀୟ ବନସେବା(ଆଇଏଫ୍ଏସ୍) ଅଧିକାରୀ ମନୋଜ ନାୟକଙ୍କୁ ରାଜ୍ୟ ପ୍ରଦୂଷଣ ନିୟନ୍ତ୍ରଣ ବୋର୍ଡ଼ର ସଦସ୍ୟ ସଚିବ ଭାବେ ନିଯୁକ୍ତି ଦିଆଯାଇଛି। bbox=[241, 543, 391, 579]
brief-heading: ସାଂସ୍କୃତିକ ସନ୍ଧ୍ୟା bbox=[122, 186, 178, 196]
brief-body: ବିଭିନ୍ନ ପ୍ରକଳ୍ପ ସମୀକ୍ଷା ବୈଠକ ଆଜି ଅନୁଷ୍ଠିତ ହେବ। ବିଭାଗୀୟ ଅଧିକାରୀମାନେ ଏଥିରେ ଯୋଗ ଦେବେ। bbox=[10, 505, 117, 532]
divider bbox=[122, 370, 228, 371]
brief-body: ସ୍ୱାସ୍ଥ୍ୟ ସଚେତନତା ଉପରେ ଆଧାରିତ ଏକ ଜାଗରଣ ଯାତ୍ରା ଆଜି ସକାଳ ୮ଟାରେ ଆରମ୍ଭ ହେବ। ଏଥିରେ ସ୍ୱାସ୍ଥ୍ୟକର୍ମୀ, ଅଙ୍ଗନବାଡ଼ି କର୍ମୀ ଓ ଆଶାକର୍ମୀମାନେ ଅଂଶଗ୍ରହଣ କରିବେ। bbox=[10, 289, 117, 326]
astrologer-email[interactable]: Email-pikmahapatro@gmail.com bbox=[782, 104, 870, 110]
story-paragraph: ଅର୍ଥ ବିଭାଗର ଏକ ବରିଷ୍ଠ ଅଧିକାରୀ କହିଛନ୍ତି ଯେ ବଜେଟ ପ୍ରାବଧାନ ଅନୁଯାୟୀ ଅର୍ଥ ଖର୍ଚ୍ଚ ନ ହେଲେ ବିକାଶ କାର୍ଯ୍ୟ ବାଧାପ୍ରାପ୍ତ ହୁଏ। ତେଣୁ ପ୍ରତ୍ୟେକ ବିଭାଗ ନିଜ ନିଜ ଯୋଜନାର ଅଗ୍ରଗତି ଉପରେ ନଜର ରଖିବେ। bbox=[397, 427, 548, 464]
zodiac-prediction: ଆଧ୍ୟାତ୍ମିକ ଭାବନା ବଢ଼ିବ। ଧନଲାଭ ହେବ। ପୁରୁଣା ରୋଗରୁ ମୁକ୍ତି ମିଳିବ। ବ୍ୟବସାୟରେ ନୂତନ ସୁଯୋଗ ଆସିବ। ପରିବାରରେ ଆନନ୍ଦ ରହିବ। bbox=[780, 825, 935, 851]
brief-item bbox=[10, 145, 116, 204]
event-entry: ଲୋକନୃତ୍ୟ ପ୍ରଦର୍ଶନ, ସ୍ଥାନ: ଗଙ୍ଗାଧର ମେହେର ଭବନ, ସମୟ: ସନ୍ଧ୍ୟା ୬ଟା। bbox=[358, 155, 469, 170]
horoscope-entry bbox=[717, 244, 935, 308]
horoscope-entry bbox=[717, 692, 935, 756]
event-city: ଭଦ୍ରକ bbox=[476, 156, 497, 163]
event-city: ସୁନ୍ଦରଗଡ଼ bbox=[593, 214, 620, 221]
